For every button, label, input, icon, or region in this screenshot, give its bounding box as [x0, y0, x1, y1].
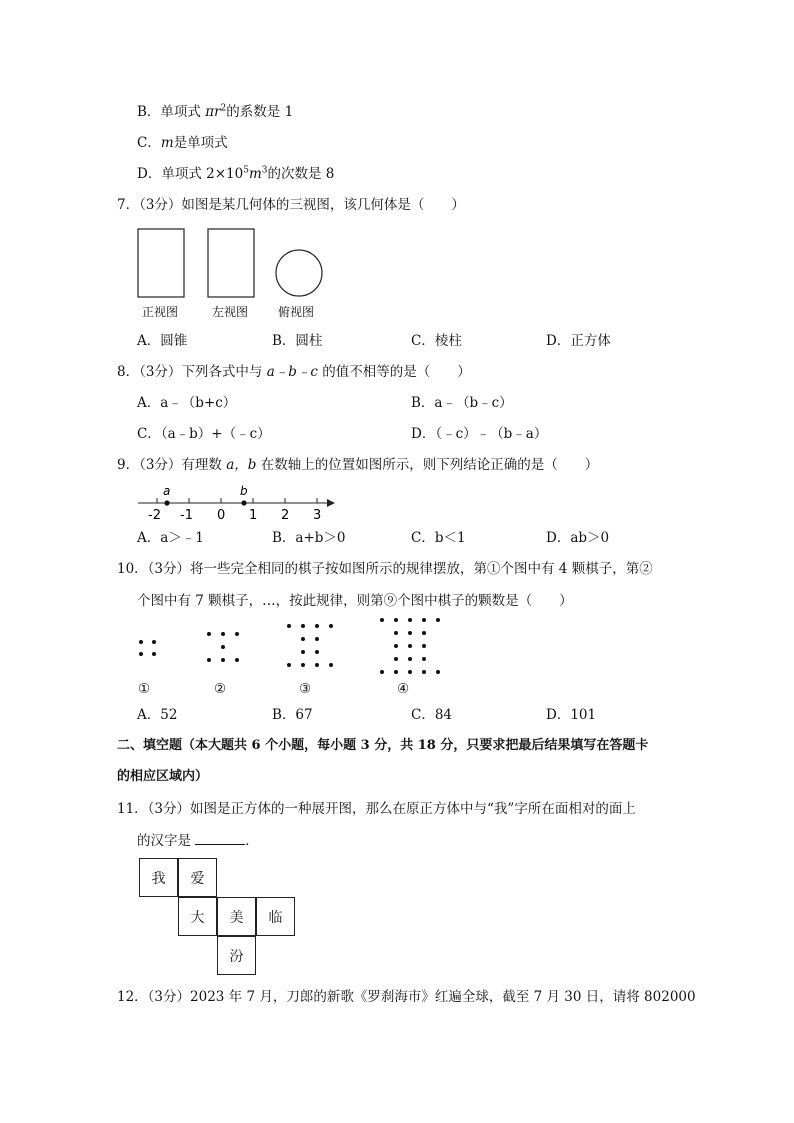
tick-label-3: 3	[313, 508, 322, 522]
q6-option-b-prefix: B．单项式	[137, 104, 206, 120]
q6-option-d	[137, 165, 334, 183]
q6-option-d-prefix: D．单项式 2×10	[137, 166, 244, 182]
section-2-heading-line1: 二、填空题（本大题共 6 个小题，每小题 3 分，共 18 分，只要求把最后结果填写在答题卡	[117, 738, 649, 753]
point-b-dot	[241, 500, 246, 505]
q7-stem: 7．（3分）如图是某几何体的三视图，该几何体是（ ）	[117, 197, 465, 213]
pattern-figure-1	[139, 640, 156, 656]
q11-stem-line1: 11．（3分）如图是正方体的一种展开图，那么在原正方体中与“我”字所在面相对的面上	[117, 801, 636, 817]
side-view-rectangle	[208, 229, 254, 297]
section-2-heading-line2: 的相应区域内）	[117, 769, 209, 784]
q8-option-d: D．（﹣c）﹣（b﹣a）	[411, 426, 548, 442]
net-cell-da: 大	[178, 897, 217, 936]
q10-option-b: B．67	[272, 707, 313, 723]
q9-stem-suffix: 在数轴上的位置如图所示，则下列结论正确的是（ ）	[256, 457, 599, 473]
pattern-figure-3	[287, 624, 333, 667]
q6-option-d-var: m	[248, 166, 262, 182]
q11-stem-line2-suffix: ．	[245, 833, 259, 849]
q10-figure-label-4: ④	[397, 681, 410, 697]
q6-option-c-suffix: 是单项式	[173, 135, 228, 151]
tick-label-2: 2	[281, 508, 290, 522]
q9-option-a: A．a＞﹣1	[137, 530, 204, 546]
top-view-circle	[276, 250, 322, 296]
point-a-dot	[164, 500, 169, 505]
q11-stem-line2	[137, 832, 259, 850]
q9-number-line	[135, 482, 340, 522]
net-cell-ai: 爱	[178, 858, 217, 897]
q10-figure-label-2: ②	[214, 681, 227, 697]
tick-label-1: 1	[249, 508, 258, 522]
net-cell-mei: 美	[217, 897, 256, 936]
q10-figure-label-3: ③	[299, 681, 312, 697]
q6-option-b-suffix: 的系数是 1	[226, 104, 294, 120]
q10-figure-label-1: ①	[138, 681, 151, 697]
q10-option-a: A．52	[137, 707, 178, 723]
q9-stem-vars: a，b	[226, 457, 257, 473]
q12-stem: 12．（3分）2023 年 7 月，刀郎的新歌《罗刹海市》红遍全球，截至 7 月 30 日，请将 802000	[117, 989, 696, 1005]
q11-stem-line2-prefix: 的汉字是	[137, 833, 191, 849]
net-cell-fen: 汾	[217, 936, 256, 975]
q9-option-c: C．b＜1	[411, 530, 466, 546]
q6-option-d-exp2: 3	[261, 165, 268, 176]
q9-option-d: D．ab＞0	[546, 530, 610, 546]
q6-option-d-exp1: 5	[243, 165, 249, 176]
q10-stem-line1: 10．（3分）将一些完全相同的棋子按如图所示的规律摆放，第①个图中有 4 颗棋子，第②	[117, 561, 653, 577]
q7-option-d: D．正方体	[546, 333, 611, 349]
q10-option-d: D．101	[546, 707, 597, 723]
q7-label-side: 左视图	[212, 305, 249, 319]
q6-option-c	[137, 134, 228, 152]
q6-option-d-suffix: 的次数是 8	[267, 166, 335, 182]
q7-label-front: 正视图	[142, 305, 179, 319]
point-a-label: a	[163, 484, 171, 498]
q9-stem	[117, 456, 598, 474]
tick-label-0: 0	[217, 508, 226, 522]
q8-option-c: C．（a﹣b）+（﹣c）	[137, 426, 271, 442]
q6-option-b-var: πr	[205, 104, 221, 120]
q6-option-b-exp: 2	[220, 103, 227, 114]
tick-label-neg1: -1	[180, 508, 193, 522]
net-cell-lin: 临	[256, 897, 295, 936]
front-view-rectangle	[138, 229, 184, 297]
pattern-figure-2	[207, 632, 239, 662]
q9-stem-prefix: 9．（3分）有理数	[117, 457, 227, 473]
q6-option-b	[137, 103, 293, 121]
q11-answer-blank	[195, 832, 245, 845]
q8-stem-prefix: 8．（3分）下列各式中与	[117, 364, 267, 380]
q7-option-a: A．圆锥	[137, 333, 188, 349]
q7-option-b: B．圆柱	[272, 333, 323, 349]
q10-option-c: C．84	[411, 707, 453, 723]
q8-stem-expression: a﹣b﹣c	[266, 364, 318, 380]
q7-label-top: 俯视图	[278, 305, 315, 319]
q10-chess-pattern-figure	[132, 612, 452, 684]
q8-stem-suffix: 的值不相等的是（ ）	[318, 364, 471, 380]
number-line-arrow	[327, 499, 335, 507]
tick-label-neg2: -2	[148, 508, 161, 522]
q6-option-c-prefix: C．	[137, 135, 161, 151]
q8-stem	[117, 363, 471, 381]
q6-option-c-var: m	[160, 135, 174, 151]
point-b-label: b	[240, 484, 248, 498]
q8-option-b: B．a﹣（b﹣c）	[411, 395, 513, 411]
q10-stem-line2: 个图中有 7 颗棋子，…，按此规律，则第⑨个图中棋子的颗数是（ ）	[137, 593, 573, 609]
q7-option-c: C．棱柱	[411, 333, 462, 349]
q8-option-a: A．a﹣（b+c）	[137, 395, 237, 411]
pattern-figure-4	[380, 618, 440, 674]
net-cell-wo: 我	[139, 858, 178, 897]
q9-option-b: B．a+b＞0	[272, 530, 346, 546]
